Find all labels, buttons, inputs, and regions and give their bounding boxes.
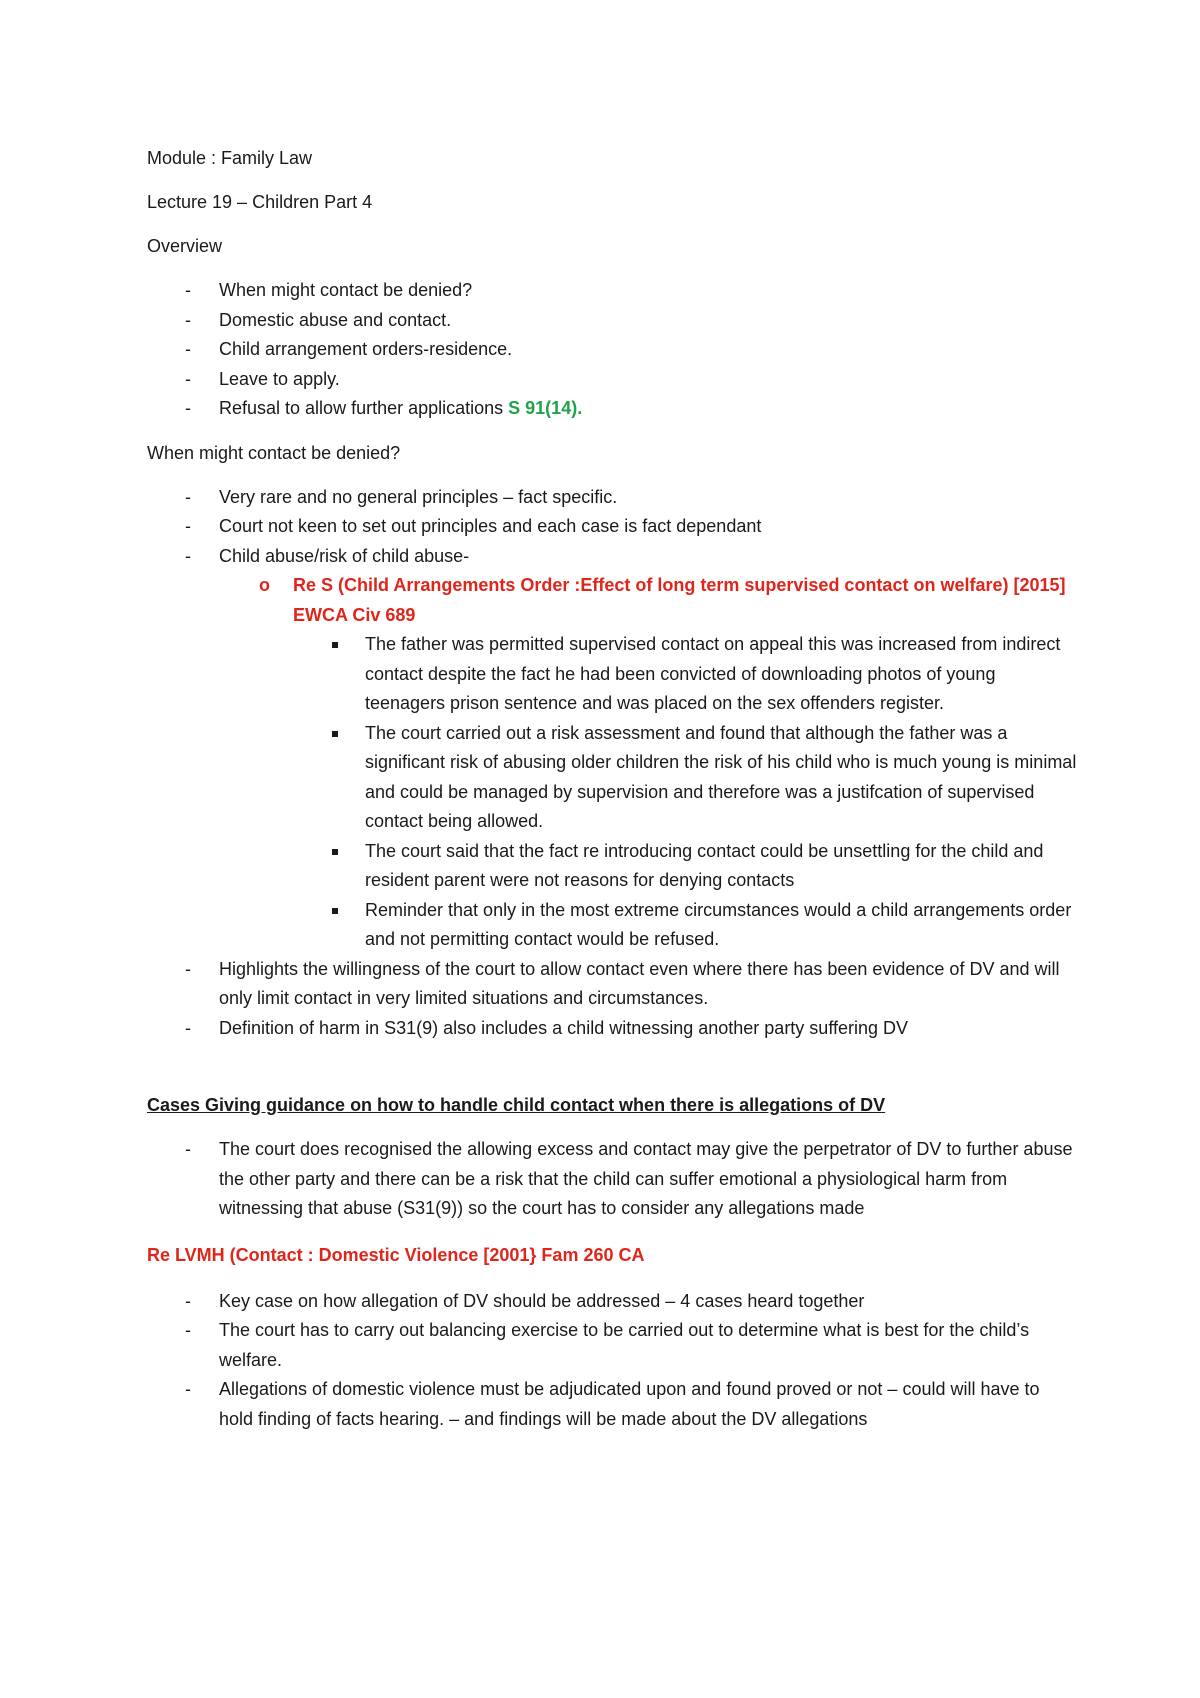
- list-item: - Very rare and no general principles – fact specific.: [147, 483, 1077, 513]
- guidance-list: [147, 1135, 1077, 1224]
- list-item: [147, 394, 1077, 424]
- module-title: Module : Family Law: [147, 148, 313, 168]
- list-item-text: Refusal to allow further applications: [219, 398, 509, 418]
- list-item: - Court not keen to set out principles and each case is fact dependant: [147, 512, 1077, 542]
- list-item: The court said that the fact re introducing contact could be unsettling for the child and resident parent were not reasons for denying contacts: [147, 837, 1077, 896]
- overview-heading: Overview: [147, 236, 223, 256]
- list-item: - The court has to carry out balancing exercise to be carried out to determine what is best for the child’s welfare.: [147, 1316, 1077, 1375]
- list-item: - The court does recognised the allowing excess and contact may give the perpetrator of DV to further abuse the other party and there can be a risk that the child can suffer emotional a physiological harm from witnessing that abuse (S31(9)) so the court has to consider any allegations made: [147, 1135, 1077, 1224]
- section-heading-denied: When might contact be denied?: [147, 442, 401, 463]
- denied-list: [147, 483, 1077, 1044]
- list-item: The court carried out a risk assessment and found that although the father was a significant risk of abusing older children the risk of his child who is much young is minimal and could be managed by supervision and therefore was a justifcation of supervised contact being allowed.: [147, 719, 1077, 837]
- statute-reference: S 91(14).: [508, 398, 583, 418]
- list-item: - Definition of harm in S31(9) also includes a child witnessing another party suffering DV: [147, 1014, 1077, 1044]
- list-item: - Key case on how allegation of DV should be addressed – 4 cases heard together: [147, 1287, 1077, 1317]
- case-citation-lvmh: Re LVMH (Contact : Domestic Violence [2001} Fam 260 CA: [147, 1244, 645, 1265]
- overview-list: [147, 276, 1077, 424]
- list-item: Reminder that only in the most extreme circumstances would a child arrangements order and not permitting contact would be refused.: [147, 896, 1077, 955]
- case-citation: o Re S (Child Arrangements Order :Effect of long term supervised contact on welfare) [2015] EWCA Civ 689: [147, 571, 1077, 630]
- list-item: The father was permitted supervised contact on appeal this was increased from indirect contact despite the fact he had been convicted of downloading photos of young teenagers prison sentence and was placed on the sex offenders register.: [147, 630, 1077, 719]
- document-body: [147, 144, 1077, 1434]
- list-item: - Child arrangement orders-residence.: [147, 335, 1077, 365]
- list-item: - When might contact be denied?: [147, 276, 1077, 306]
- lvmh-list: [147, 1287, 1077, 1435]
- list-item: - Child abuse/risk of child abuse-: [147, 542, 1077, 572]
- list-item: - Leave to apply.: [147, 365, 1077, 395]
- list-item: - Highlights the willingness of the court to allow contact even where there has been evidence of DV and will only limit contact in very limited situations and circumstances.: [147, 955, 1077, 1014]
- section-heading-guidance: Cases Giving guidance on how to handle child contact when there is allegations of DV: [147, 1095, 886, 1115]
- lecture-title: Lecture 19 – Children Part 4: [147, 192, 373, 212]
- list-item: - Allegations of domestic violence must be adjudicated upon and found proved or not – could will have to hold finding of facts hearing. – and findings will be made about the DV allegations: [147, 1375, 1077, 1434]
- list-item: - Domestic abuse and contact.: [147, 306, 1077, 336]
